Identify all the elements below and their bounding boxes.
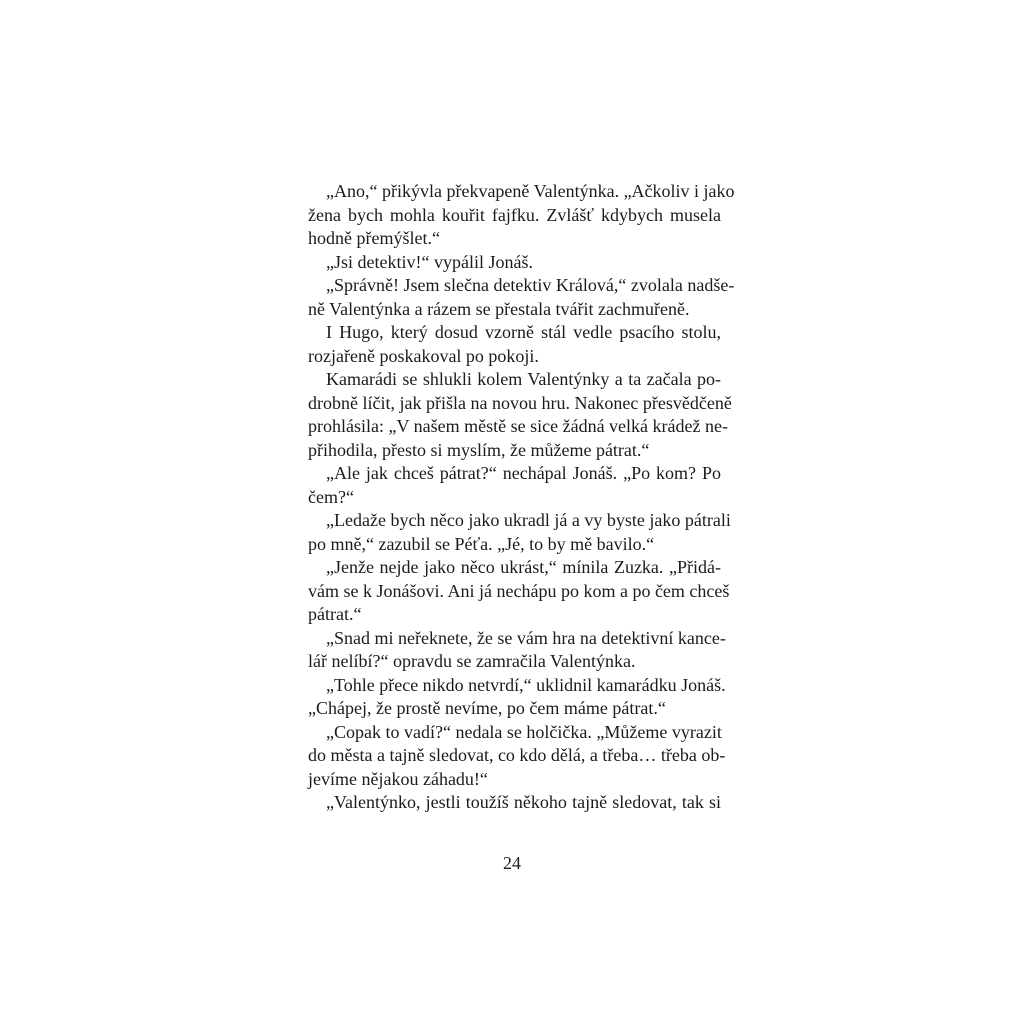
text-line: drobně líčit, jak přišla na novou hru. Nakonec přesvědčeně: [308, 392, 732, 413]
text-line: hodně přemýšlet.“: [308, 228, 440, 248]
text-line: Kamarádi se shlukli kolem Valentýnky a ta začala po-: [326, 369, 721, 389]
text-line: vám se k Jonášovi. Ani já nechápu po kom a po čem chceš: [308, 580, 730, 601]
body-text: [308, 180, 735, 815]
text-line: I Hugo, který dosud vzorně stál vedle psacího stolu,: [326, 322, 721, 342]
text-line: pátrat.“: [308, 604, 362, 624]
paragraph: [308, 180, 735, 251]
paragraph: [308, 274, 735, 321]
text-line: „Snad mi neřeknete, že se vám hra na detektivní kance-: [326, 627, 726, 648]
text-line: prohlásila: „V našem městě se sice žádná velká krádež ne-: [308, 416, 728, 436]
text-line: po mně,“ zazubil se Péťa. „Jé, to by mě bavilo.“: [308, 533, 655, 554]
paragraph: [308, 509, 731, 556]
paragraph: [308, 721, 726, 792]
text-line: „Jenže nejde jako něco ukrást,“ mínila Zuzka. „Přidá-: [326, 557, 721, 577]
paragraph: [308, 368, 732, 462]
text-line: „Tohle přece nikdo netvrdí,“ uklidnil kamarádku Jonáš.: [326, 674, 726, 695]
text-line: „Chápej, že prostě nevíme, po čem máme pátrat.“: [308, 698, 666, 718]
text-line: „Jsi detektiv!“ vypálil Jonáš.: [326, 251, 533, 272]
text-line: „Ledaže bych něco jako ukradl já a vy byste jako pátrali: [326, 510, 731, 530]
paragraph: [308, 791, 721, 815]
text-line: „Ale jak chceš pátrat?“ nechápal Jonáš. „Po kom? Po: [326, 463, 721, 483]
paragraph: [308, 627, 726, 674]
text-line: lář nelíbí?“ opravdu se zamračila Valentýnka.: [308, 651, 636, 671]
paragraph: [308, 556, 730, 627]
page-number: 24: [503, 853, 521, 873]
text-line: čem?“: [308, 486, 354, 507]
text-line: přihodila, přesto si myslím, že můžeme pátrat.“: [308, 439, 650, 460]
text-line: „Valentýnko, jestli toužíš někoho tajně sledovat, tak si: [326, 792, 721, 812]
paragraph: [308, 251, 721, 275]
text-line: ně Valentýnka a rázem se přestala tvářit zachmuřeně.: [308, 298, 690, 319]
text-line: „Správně! Jsem slečna detektiv Králová,“ zvolala nadše-: [326, 275, 735, 295]
text-line: „Copak to vadí?“ nedala se holčička. „Můžeme vyrazit: [326, 721, 722, 742]
text-line: žena bych mohla kouřit fajfku. Zvlášť kdybych musela: [308, 204, 721, 225]
paragraph: [308, 321, 721, 368]
text-line: rozjařeně poskakoval po pokoji.: [308, 345, 539, 366]
text-line: „Ano,“ přikývla překvapeně Valentýnka. „Ačkoliv i jako: [326, 181, 735, 201]
text-line: jevíme nějakou záhadu!“: [308, 768, 488, 789]
text-line: do města a tajně sledovat, co kdo dělá, a třeba… třeba ob-: [308, 745, 726, 765]
paragraph: [308, 674, 726, 721]
paragraph: [308, 462, 721, 509]
